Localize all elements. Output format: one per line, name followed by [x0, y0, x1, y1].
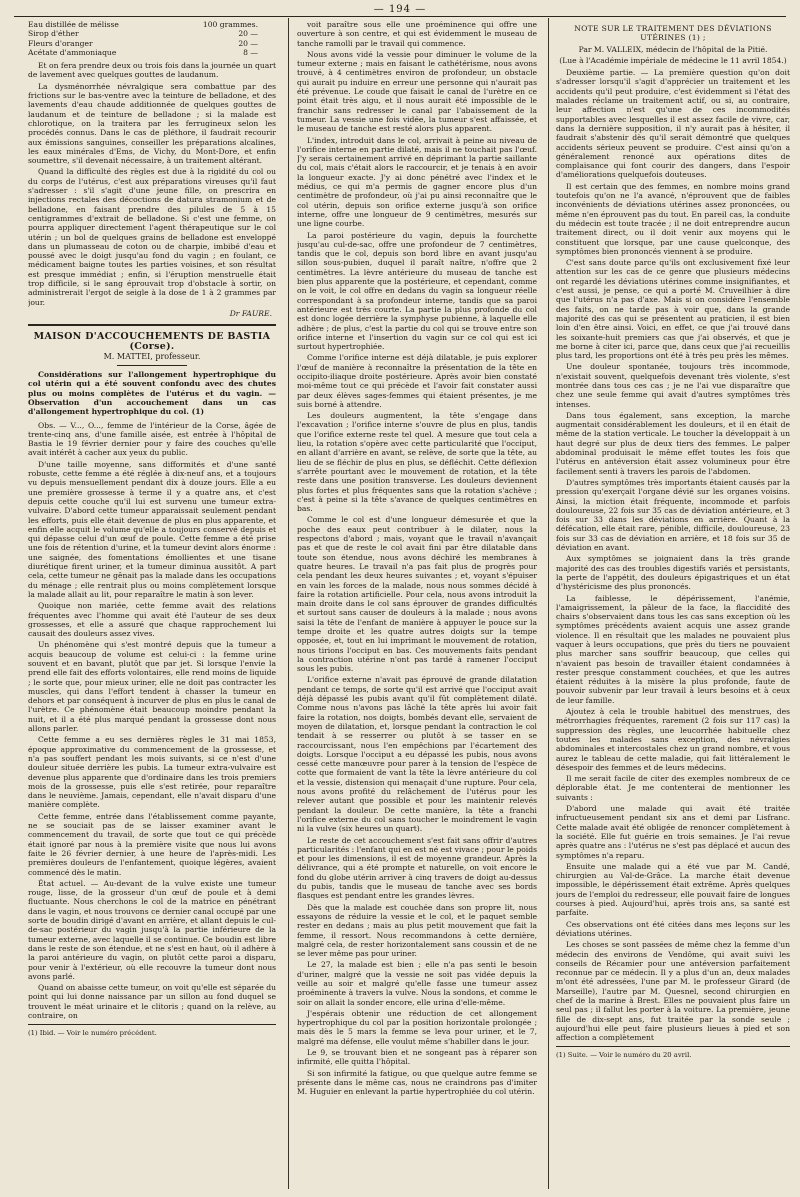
paragraph: Les choses se sont passées de même chez la femme d'un médecin des environs de Vendôme, qui avait suivi les conseils de Récamier pour une antéversion parfaitement reconnue par ce médecin. Il y a plus d'un an, deux malades m'ont été adressées, l'une par M. le professeur Girard (de Marseille), l'autre par M. Quesnel, second chirurgien en chef de la marine à Brest. Elles ne pouvaient plus faire un seul pas ; il fallut les porter à la voiture. La première, jeune fille de dix-sept ans, fut traitée par la sonde seule ; aujourd'hui elle peut faire plusieurs lieues à pied et son affection a complètement	[556, 940, 790, 1043]
footnote-rule	[556, 1046, 790, 1047]
prescription-item	[28, 20, 276, 29]
article-lead: Considérations sur l'allongement hypertrophique du col utérin qui a été souvent confondu avec des chutes plus ou moins complètes de l'utérus et du vagin. — Observation d'un accouchement dans un cas d'allongement hypertrophique du col. (1)	[28, 370, 276, 417]
short-rule	[117, 365, 187, 366]
author-signature: Dr FAURE.	[229, 308, 272, 318]
section-rule	[28, 324, 276, 326]
footnote: (1) Ibid. — Voir le numéro précédent.	[28, 1029, 157, 1038]
paragraph: Une douleur spontanée, toujours très incommode, n'existait souvent, quelquefois devenant très violente, s'est montrée dans tous ces cas ; je ne l'ai vue disparaître que chez une seule femme qui avait d'autres symptômes très intenses.	[556, 362, 790, 409]
footnote: (1) Suite. — Voir le numéro du 20 avril.	[556, 1051, 692, 1060]
paragraph: Obs. — V..., O..., femme de l'intérieur de la Corse, âgée de trente-cinq ans, d'une famille aisée, est entrée à l'hôpital de Bastia le 19 février dernier pour y faire des couches qu'elle avait intérêt à cacher aux yeux du public.	[28, 420, 276, 458]
quantity: 20 —	[238, 29, 258, 39]
ingredient: Fleurs d'oranger	[28, 38, 93, 48]
footnote-rule	[28, 1024, 276, 1025]
article-author: M. MATTEI, professeur.	[103, 351, 201, 361]
paragraph: Cette femme a eu ses dernières règles le 31 mai 1853, époque approximative du commencement de la grossesse, et n'a pas souffert pendant les mois suivants, si ce n'est d'une douleur située derrière les pubis. La tumeur extra-vulvaire est devenue plus apparente que d'ordinaire dans les trois premiers mois de la grossesse, puis elle s'est retirée, pour reparaître dans le neuvième. Jamais, cependant, elle n'avait disparu d'une manière complète.	[28, 735, 276, 810]
column-right	[556, 20, 790, 1189]
paragraph: La paroi postérieure du vagin, depuis la fourchette jusqu'au cul-de-sac, offre une profondeur de 7 centimètres, tandis que le col, depuis son bord libre en avant jusqu'au sillon sous-pubien, duquel il paraît naître, n'offre que 2 centimètres. La lèvre antérieure du museau de tanche est bien plus apparente que la postérieure, et cependant, comme on le voit, le col offre en dedans du vagin sa longueur réelle correspondant à sa profondeur interne, tandis que sa paroi antérieure est très courte. La partie la plus profonde du col est donc logée derrière la symphyse pubienne, à laquelle elle adhère ; de plus, c'est la partie du col qui se trouve entre son orifice interne et l'insertion du vagin sur ce col qui est ici surtout hypertrophiée.	[297, 230, 537, 352]
article-byline: Par M. VALLEIX, médecin de l'hôpital de la Pitié.	[578, 44, 768, 54]
prescription-item	[28, 29, 276, 38]
article-title: NOTE SUR LE TRAITEMENT DES DÉVIATIONS UTÉRINES (1) ;	[574, 24, 772, 43]
paragraph: Comme le col est d'une longueur démesurée et que la poche des eaux peut contribuer à le dilater, nous la respectons d'abord ; mais, voyant que le travail n'avançait pas et que de reste le col avait fini par être dilatable dans toute son étendue, nous avons déchiré les membranes à quatre heures. Le travail n'a pas fait plus de progrès pour cela pendant les deux heures suivantes ; et, voyant s'épuiser en vain les forces de la malade, nous nous sommes décidé à faire la rotation artificielle. Pour cela, nous avons introduit la main droite dans le col sans éprouver de grandes difficultés et surtout sans causer de douleurs à la malade ; nous avons saisi la tête de l'enfant de manière à appuyer le pouce sur la tempe droite et les quatre autres doigts sur la tempe opposée, et, tout en lui imprimant le mouvement de rotation, nous tirions l'occiput en bas. Ces mouvements faits pendant la contraction utérine n'ont pas tardé à ramener l'occiput sous les pubis.	[297, 515, 537, 674]
paragraph: D'abord une malade qui avait été traitée infructueusement pendant six ans et demi par Lisfranc. Cette malade avait été obligée de renoncer complètement à la société. Elle fut guérie en trois semaines. Je l'ai revue après quatre ans : l'utérus ne s'est pas déplacé et aucun des symptômes n'a reparu.	[556, 804, 790, 860]
paragraph: Il est certain que des femmes, en nombre moins grand toutefois qu'on ne l'a avancé, n'éprouvent que de faibles inconvénients de déviations utérines assez prononcées, ou même n'en éprouvent pas du tout. En pareil cas, la conduite du médecin est toute tracée ; il ne doit entreprendre aucun traitement direct, ou il doit venir aux moyens qui le constituent que lorsque, par une cause quelconque, des symptômes bien prononcés viennent à se produire.	[556, 181, 790, 256]
paragraph: Il me serait facile de citer des exemples nombreux de ce déplorable état. Je me contenterai de mentionner les suivants :	[556, 774, 790, 802]
paragraph: D'une taille moyenne, sans difformités et d'une santé robuste, cette femme a été réglée à dix-neuf ans, et a toujours vu depuis mensuellement pendant dix à douze jours. Elle a eu une première grossesse à terme il y a quatre ans, et c'est depuis cette couche qu'il lui est survenu une tumeur extra-vulvaire. D'abord cette tumeur apparaissait seulement pendant les efforts, puis elle était devenue de plus en plus apparente, et enfin elle acquit le volume qu'elle a toujours conservé depuis et qui dépasse celui d'un œuf de poule. Cette femme a été prise une fois de rétention d'urine, et la tumeur devint alors énorme : une saignée, des fomentations émollientes et une tisane diurétique firent uriner, et la tumeur diminua aussitôt. A part cela, cette tumeur ne gênait pas la malade dans les occupations du ménage ; elle rentrait plus ou moins complètement lorsque la malade allait au lit, pour reparaître le matin à son lever.	[28, 459, 276, 599]
paragraph: D'autres symptômes très importants étaient causés par la pression qu'exerçait l'organe dévié sur les organes voisins. Ainsi, la miction était fréquente, incommode et parfois douloureuse, 22 fois sur 35 cas de déviation antérieure, et 3 fois sur 33 dans les déviations en arrière. Quant à la défécation, elle était rare, pénible, difficile, douloureuse, 23 fois sur 33 cas de déviation en arrière, et 18 fois sur 35 de déviation en avant.	[556, 477, 790, 553]
column-divider	[548, 18, 549, 1189]
paragraph: C'est sans doute parce qu'ils ont exclusivement fixé leur attention sur les cas de ce genre que plusieurs médecins ont regardé les déviations utérines comme insignifiantes, et c'est aussi, je pense, ce qui a porté M. Cruveilhier à dire que l'utérus n'a pas d'axe. Mais si on considère l'ensemble des faits, on ne tarde pas à voir que, dans la grande majorité des cas qui se présentent au praticien, il est bien loin d'en être ainsi. Voici, en effet, ce que j'ai trouvé dans les soixante-huit premiers cas que j'ai observés, et que je me borne à citer ici, parce que, dans ceux que j'ai recueillis plus tard, les proportions ont été à très peu près les mêmes.	[556, 258, 790, 361]
paragraph: Ces observations ont été citées dans mes leçons sur les déviations utérines.	[556, 919, 790, 938]
paragraph: L'orifice externe n'avait pas éprouvé de grande dilatation pendant ce temps, de sorte qu'il est arrivé que l'occiput avait déjà dépassé les pubis avant qu'il fût complètement dilaté. Comme nous n'avons pas lâché la tête après lui avoir fait faire la rotation, nos doigts, bombés devant elle, servaient de moyen de dilatation, et, lorsque pendant la contraction le col tendait à se resserrer ou plutôt à se tasser en se raccourcissant, nous l'en empêchions par l'écartement des doigts. Lorsque l'occiput a eu dépassé les pubis, nous avons cessé cette manœuvre pour parer à la tension de l'espèce de cotte que formaient de vant la tête la lèvre antérieure du col et la vessie, distension qui menaçait d'une rupture. Pour cela, nous avons profité du relâchement de l'utérus pour les relever autant que possible et pour les maintenir relevés pendant la douleur. De cette manière, la tête a franchi l'orifice externe du col sans toucher le moindrement le vagin ni la vulve (six heures un quart).	[297, 675, 537, 834]
paragraph: Aux symptômes se joignaient dans la très grande majorité des cas des troubles digestifs variés et persistants, la perte de l'appétit, des douleurs épigastriques et un état d'hystéricisme des plus prononcés.	[556, 554, 790, 592]
header-rule	[14, 16, 786, 17]
paragraph: État actuel. — Au-devant de la vulve existe une tumeur rouge, lisse, de la grosseur d'un œuf de poule et à demi fluctuante. Nous cherchons le col de la matrice en pénétrant dans le vagin, et nous trouvons ce dernier canal occupé par une sorte de boudin dirigé d'avant en arrière, et allant depuis le cul-de-sac postérieur du vagin jusqu'à la partie inférieure de la tumeur externe, avec laquelle il se continue. Ce boudin est libre dans le reste de son étendue, et ne s'est en haut, où il adhère à la paroi antérieure du vagin, on plutôt cette paroi a disparu, pour venir à l'extérieur, où elle recouvre la tumeur dont nous avons parlé.	[28, 878, 276, 981]
quantity: 20 —	[238, 38, 258, 48]
article-reading-note: (Lue à l'Académie impériale de médecine le 11 avril 1854.)	[559, 55, 787, 65]
paragraph: La dysménorrhée névralgique sera combattue par des frictions sur le bas-ventre avec la teinture de belladone, et des lavements d'eau chaude additionnée de quelques gouttes de laudanum et de teinture de belladone ; si la malade est chlorotique, on la traitera par les ferrugineux selon les procédés connus. Dans le cas de pléthore, il faudrait recourir aux émissions sanguines, conseiller les préparations alcalines, les eaux minérales d'Ems, de Vichy, du Mont-Dore, et enfin soumettre, s'il devenait nécessaire, à un traitement altérant.	[28, 81, 276, 166]
paragraph: Un phénomène qui s'est montré depuis que la tumeur a acquis beaucoup de volume est celui-ci : la femme urine souvent et en bavant, plutôt que par jet. Si lorsque l'envie la prend elle fait des efforts volontaires, elle rend moins de liquide ; le sorte que, pour mieux uriner, elle ne doit pas contracter les muscles, qui dans l'effort tendent à chasser la tumeur en dehors et par conséquent à incurver de plus en plus le canal de l'urètre. Ce phénomène était beaucoup moindre pendant la nuit, et il a été plus marqué pendant la grossesse dont nous allons parler.	[28, 640, 276, 734]
paragraph: J'espérais obtenir une réduction de cet allongement hypertrophique du col par la position horizontale prolongée ; mais dès le 5 mars la femme se leva pour uriner, et le 7, malgré ma défense, elle voulut même s'habiller dans le jour.	[297, 1008, 537, 1046]
column-middle	[297, 20, 537, 1189]
paragraph: Quoique non mariée, cette femme avait des relations fréquentes avec l'homme qui avait été l'auteur de ses deux grossesses, et elle a assuré que chaque rapprochement lui causait des douleurs assez vives.	[28, 601, 276, 639]
column-divider	[288, 18, 289, 1189]
paragraph: Le 9, se trouvant bien et ne songeant pas à réparer son infirmité, elle quitta l'hôpital.	[297, 1048, 537, 1067]
prescription-item	[28, 39, 276, 48]
paragraph: Ajoutez à cela le trouble habituel des menstrues, des métrorrhagies fréquentes, rarement (2 fois sur 117 cas) la suppression des règles, une leucorrhée habituelle chez toutes les malades sans exception, des névralgies abdominales et intercostales chez un grand nombre, et vous aurez le tableau de cette maladie, qui fait littéralement le désespoir des femmes et de leurs médecins.	[556, 707, 790, 772]
paragraph: Quand on abaisse cette tumeur, on voit qu'elle est séparée du point qui lui donne naissance par un sillon au fond duquel se trouvent le méat urinaire et le clitoris ; quand on la relève, au contraire, on	[28, 983, 276, 1020]
paragraph: Dès que la malade est couchée dans son propre lit, nous essayons de réduire la vessie et le col, et le paquet semble rester en dedans ; mais au plus petit mouvement que fait la femme, il ressort. Nous recommandons à cette dernière, malgré cela, de rester horizontalement sans coussin et de ne se lever même pas pour uriner.	[297, 902, 537, 959]
paragraph: L'index, introduit dans le col, arrivait à peine au niveau de l'orifice interne en partie dilaté, mais il ne touchait pas l'œuf. J'y serais certainement arrivé en déprimant la partie saillante du col, mais c'était alors le raccourcir, et je tenais à en avoir la longueur exacte. J'y ai donc pénétré avec l'index et le médius, ce qui m'a permis de gagner encore plus d'un centimètre de profondeur, où j'ai pu ainsi reconnaître que le col utérin, depuis son orifice externe jusqu'à son orifice interne, offre une longueur de 9 centimètres, mesurés sur une ligne courbe.	[297, 135, 537, 229]
quantity: 8 —	[243, 47, 258, 57]
column-left	[28, 20, 276, 1189]
paragraph: Le reste de cet accouchement s'est fait sans offrir d'autres particularités : l'enfant qui en est né est vivace ; pour le poids et pour les dimensions, il est de moyenne grandeur. Après la délivrance, qui a été prompte et naturelle, on voit encore le fond du globe utérin arriver à cinq travers de doigt au-dessus du pubis, tandis que le museau de tanche avec ses bords flasques est pendant entre les grandes lèvres.	[297, 835, 537, 901]
paragraph: Les douleurs augmentent, la tête s'engage dans l'excavation ; l'orifice interne s'ouvre de plus en plus, tandis que l'orifice externe reste tel quel. A mesure que tout cela a lieu, la rotation s'opère avec cette particularité que l'occiput, en allant d'arrière en avant, se relève, de sorte que la tête, au lieu de se fléchir de plus en plus, se défléchit. Cette déflexion s'arrête pourtant avec le mouvement de rotation, et la tête reste dans une position transverse. Les douleurs deviennent plus fortes et plus fréquentes sans que la rotation s'achève ; c'est à peine si la tête s'avance de quelques centimètres en bas.	[297, 411, 537, 514]
paragraph: Cette femme, entrée dans l'établissement comme payante, ne se souciait pas de se laisser examiner avant le commencement du travail, de sorte que tout ce qui précède était ignoré par nous à la première visite que nous lui avons faite le 26 février dernier, à une heure de l'après-midi. Les premières douleurs de l'enfantement, quoique légères, avaient commencé dès le matin.	[28, 811, 276, 877]
paragraph: Ensuite une malade qui a été vue par M. Candé, chirurgien au Val-de-Grâce. La marche était devenue impossible, le dépérissement était extrême. Après quelques jours de l'emploi du redresseur, elle pouvait faire de longues courses à pied. Aujourd'hui, après trois ans, sa santé est parfaite.	[556, 861, 790, 918]
paragraph: Quand la difficulté des règles est due à la rigidité du col ou du corps de l'utérus, c'est aux préparations vireuses qu'il faut s'adresser : s'il s'agit d'une jeune fille, on prescrira en injections rectales des décoctions de datura stramonium et de belladone, en faisant prendre des pilules de 5 à 15 centigrammes d'extrait de belladone. Si c'est une femme, on pourra appliquer directement l'agent thérapeutique sur le col utérin ; un bol de quelques grains de belladone est enveloppé dans un plumasseau de coton ou de charpie, imbibé d'eau et poussé avec le doigt jusqu'au fond du vagin ; en foulant, ce médicament baigne toutes les parties voisines, et son résultat est presque immédiat ; enfin, si l'éruption menstruelle était trop difficile, si le sang éprouvait trop d'obstacle à sortir, on administrerait l'ergot de seigle à la dose de 1 à 2 grammes par jour.	[28, 167, 276, 307]
paragraph: Comme l'orifice interne est déjà dilatable, je puis explorer l'œuf de manière à reconnaître la présentation de la tête en occipito-iliaque droite postérieure. Après avoir bien constaté moi-même tout ce qui précède et l'avoir fait constater aussi par deux élèves sages-femmes qui étaient présentes, je me suis borné à attendre.	[297, 353, 537, 409]
paragraph: voit paraître sous elle une proéminence qui offre une ouverture à son centre, et qui est évidemment le museau de tanche ramolli par le travail qui commence.	[297, 20, 537, 48]
paragraph: Nous avons vidé la vessie pour diminuer le volume de la tumeur externe ; mais en faisant le cathétérisme, nous avons trouvé, à 4 centimètres environ de profondeur, un obstacle qui aurait pu induire en erreur une personne qui n'aurait pas été prévenue. Le coude que faisait le canal de l'urètre en ce point était très aigu, et il nous aurait été impossible de le franchir sans redresser le canal par l'abaissement de la tumeur. La vessie une fois vidée, la tumeur s'est affaissée, et le museau de tanche est resté alors plus apparent.	[297, 49, 537, 134]
prescription-item	[28, 48, 276, 57]
paragraph: Le 27, la malade est bien ; elle n'a pas senti le besoin d'uriner, malgré que la vessie ne soit pas vidée depuis la veille au soir et malgré qu'elle fasse une tumeur assez proéminente à travers la vulve. Nous la sondons, et comme le soir on allait la sonder encore, elle urina d'elle-même.	[297, 960, 537, 1007]
page-number: — 194 —	[373, 4, 427, 15]
quantity: 100 grammes.	[202, 20, 258, 29]
prescription-list	[28, 20, 276, 57]
paragraph: Dans tous également, sans exception, la marche augmentait considérablement les douleurs, et il en était de même de la station verticale. Le toucher la développait à un haut degré sur plus de deux tiers des femmes. Le palper abdominal produisait le même effet toutes les fois que l'utérus en antéversion était assez volumineux pour être facilement senti à travers les parois de l'abdomen.	[556, 410, 790, 476]
paragraph: Et on fera prendre deux ou trois fois dans la journée un quart de lavement avec quelques gouttes de laudanum.	[28, 61, 276, 80]
article-title: MAISON D'ACCOUCHEMENTS DE BASTIA (Corse).	[33, 331, 271, 352]
paragraph: Deuxième partie. — La première question qu'on doit s'adresser lorsqu'il s'agit d'apprécier un traitement et les accidents qu'il peut produire, c'est évidemment si l'état des malades réclame un traitement actif, ou si, au contraire, leur affection n'est qu'une de ces incommodités supportables avec lesquelles il est assez facile de vivre, car, dans la dernière supposition, il n'y aurait pas à hésiter, il faudrait s'abstenir dès qu'il serait démontré que quelques accidents sérieux peuvent se produire. C'est ainsi qu'on a généralement renoncé aux opérations dites de complaisance qui font courir des dangers, dans l'espoir d'améliorations quelquefois douteuses.	[556, 68, 790, 180]
paragraph: Si son infirmité la fatigue, ou que quelque autre femme se présente dans le même cas, nous ne craindrons pas d'imiter M. Huguier en enlevant la partie hypertrophiée du col utérin.	[297, 1068, 537, 1097]
ingredient: Eau distillée de mélisse	[28, 20, 119, 29]
ingredient: Sirop d'éther	[28, 29, 79, 39]
ingredient: Acétate d'ammoniaque	[28, 47, 117, 57]
paragraph: La faiblesse, le dépérissement, l'anémie, l'amaigrissement, la pâleur de la face, la flaccidité des chairs s'observaient dans tous les cas sans exception où les symptômes précédents avaient acquis une assez grande violence. Il en résultait que les malades ne pouvaient plus vaquer à leurs occupations, que près du tiers ne pouvaient plus marcher sans souffrir beaucoup, que celles qui n'avaient pas besoin de travailler étaient condamnées à rester presque constamment couchées, et que les autres étaient réduites à la misère la plus profonde, faute de pouvoir subvenir par leur travail à leurs besoins et à ceux de leur famille.	[556, 593, 790, 705]
